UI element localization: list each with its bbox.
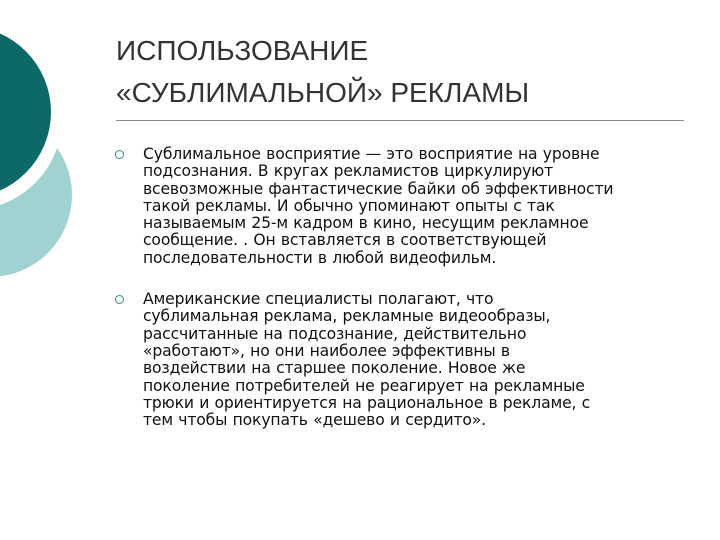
text-line: Сублимальное восприятие — это восприятие на уровне (143, 145, 600, 163)
bullet-item (112, 291, 692, 429)
decorative-circles (0, 0, 120, 300)
text-line: трюки и ориентируется на рациональное в рекламе, с (143, 393, 591, 412)
bullet-list (112, 146, 692, 453)
text-line: называемым 25-м кадром в кино, несущим рекламное (143, 214, 589, 233)
text-line: воздействии на старшее поколение. Новое же (143, 359, 526, 378)
title-line-1: ИСПОЛЬЗОВАНИЕ (116, 35, 369, 66)
slide-title (116, 30, 696, 114)
title-divider (116, 120, 684, 121)
text-line: такой рекламы. И обычно упоминают опыты с так (143, 196, 555, 215)
text-line: тем чтобы покупать «дешево и сердито». (143, 411, 486, 430)
title-line-2: «СУБЛИМАЛЬНОЙ» РЕКЛАМЫ (116, 77, 530, 108)
bullet-circle-icon (115, 150, 124, 159)
text-line: сообщение. . Он вставляется в соответствующей (143, 231, 547, 250)
bullet-circle-icon (115, 295, 124, 304)
text-line: последовательности в любой видеофильм. (143, 248, 497, 267)
bullet-text (143, 146, 692, 267)
text-line: Американские специалисты полагают, что (143, 290, 494, 309)
text-line: всевозможные фантастические байки об эффективности (143, 179, 614, 198)
text-line: рассчитанные на подсознание, действительно (143, 324, 527, 343)
bullet-item (112, 146, 692, 267)
text-line: «работают», но они наиболее эффективны в (143, 341, 510, 360)
text-line: сублимальная реклама, рекламные видеообразы, (143, 307, 551, 326)
text-line: поколение потребителей не реагирует на рекламные (143, 376, 585, 395)
text-line: подсознания. В кругах рекламистов циркулируют (143, 162, 554, 181)
bullet-text (143, 291, 692, 429)
